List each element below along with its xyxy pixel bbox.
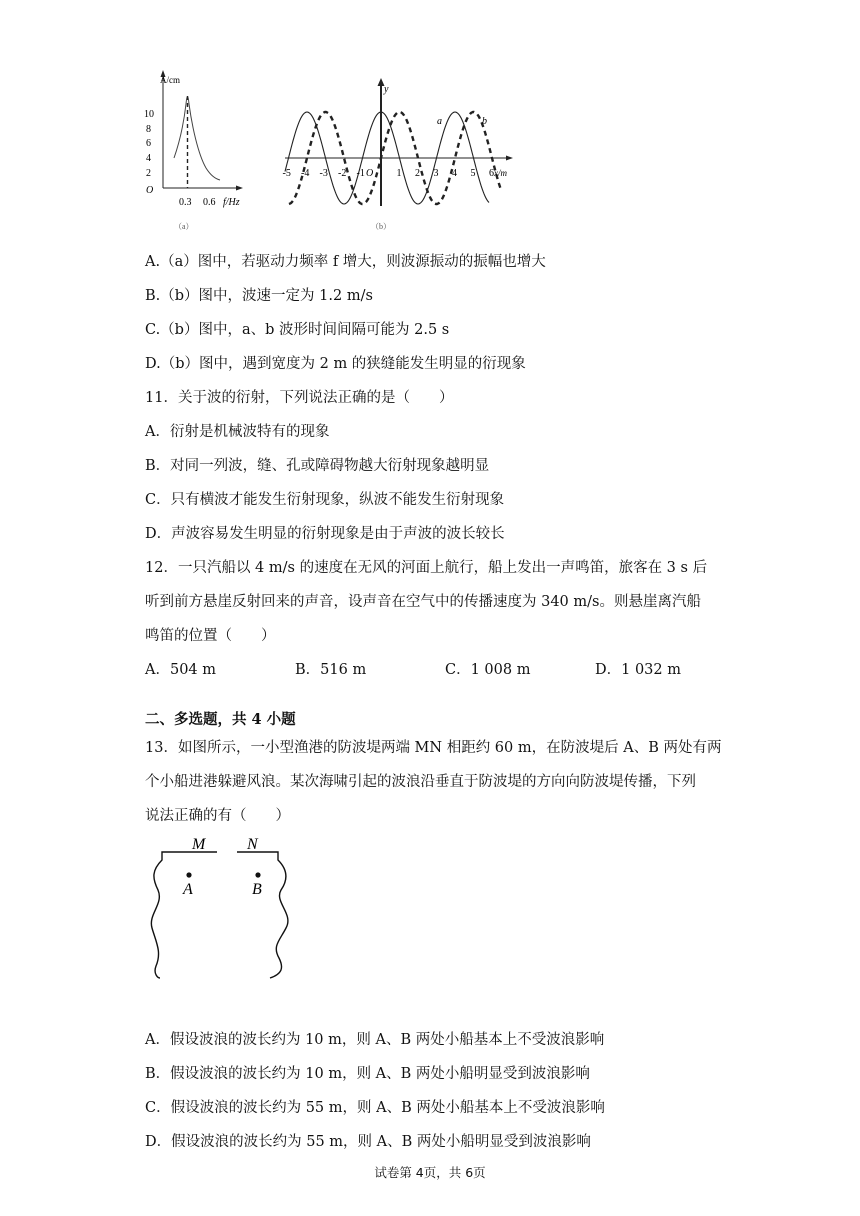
q12-stem-line-1: 12．一只汽船以 4 m/s 的速度在无风的河面上航行，船上发出一声鸣笛，旅客在 3 s 后 [145,560,708,576]
fig-a-caption: （a） [174,222,194,231]
q11-option-b: B．对同一列波，缝、孔或障碍物越大衍射现象越明显 [145,458,490,474]
fig-b-x-tick: 4 [452,168,457,179]
fig-b-caption: （b） [371,222,391,231]
fig-b-origin: O [366,168,374,179]
fig-b-x-label: x/m [494,168,507,178]
fig-b-x-tick: 3 [433,168,439,179]
figure-a-resonance-curve [140,66,260,236]
resonance-curve [174,97,220,181]
fig-b-x-tick: -3 [319,168,328,179]
fig-a-y-tick: 8 [146,124,151,135]
right-breakwater [237,852,288,978]
fig-b-x-tick: 6 [489,168,494,179]
wave-b-label: b [482,116,487,127]
q13-stem-line-1: 13．如图所示，一小型渔港的防波堤两端 MN 相距约 60 m，在防波堤后 A、B 两处有两 [145,740,722,756]
fig-a-y-tick: 10 [144,109,154,120]
q10-option-b: B.（b）图中，波速一定为 1.2 m/s [145,288,373,304]
q12-stem-line-3: 鸣笛的位置（ ） [145,628,276,644]
q13-option-a: A．假设波浪的波长约为 10 m，则 A、B 两处小船基本上不受波浪影响 [145,1032,605,1048]
fig-b-x-tick: 5 [470,168,476,179]
q11-option-c: C．只有横波才能发生衍射现象，纵波不能发生衍射现象 [145,492,505,508]
point-a-dot [186,872,191,877]
q12-option-c: C．1 008 m [445,662,531,678]
q11-stem: 11．关于波的衍射，下列说法正确的是（ ） [145,390,454,406]
fig-b-y-label: y [384,84,389,95]
label-a: A [183,881,193,898]
label-m: M [192,836,206,853]
fig-b-x-tick: 1 [396,168,402,179]
fig-a-origin: O [146,185,154,196]
q12-option-d: D．1 032 m [595,662,681,678]
harbor-breakwater-figure [140,832,310,984]
fig-a-x-unit: f/Hz [223,197,240,208]
q13-option-c: C．假设波浪的波长约为 55 m，则 A、B 两处小船基本上不受波浪影响 [145,1100,605,1116]
q11-option-a: A．衍射是机械波特有的现象 [145,424,330,440]
section-2-title: 二、多选题，共 4 小题 [145,711,296,728]
point-b-dot [255,872,260,877]
fig-b-x-tick: -1 [356,168,365,179]
label-n: N [247,836,258,853]
q10-option-d: D.（b）图中，遇到宽度为 2 m 的狭缝能发生明显的衍现象 [145,356,526,372]
label-b: B [252,881,262,898]
page-footer: 试卷第 4页，共 6页 [374,1165,486,1180]
q13-option-d: D．假设波浪的波长约为 55 m，则 A、B 两处小船明显受到波浪影响 [145,1134,591,1150]
q12-stem-line-2: 听到前方悬崖反射回来的声音，设声音在空气中的传播速度为 340 m/s。则悬崖离汽船 [145,594,701,610]
q10-option-c: C.（b）图中，a、b 波形时间间隔可能为 2.5 s [145,322,450,338]
fig-b-x-tick: -4 [301,168,310,179]
q13-stem-line-2: 个小船进港躲避风浪。某次海啸引起的波浪沿垂直于防波堤的方向向防波堤传播，下列 [145,774,696,790]
left-breakwater [151,852,217,978]
fig-a-y-tick: 6 [146,138,151,149]
q13-stem-line-3: 说法正确的有（ ） [145,808,290,824]
fig-a-x-tick: 0.6 [203,197,216,208]
q11-option-d: D．声波容易发生明显的衍射现象是由于声波的波长较长 [145,526,505,542]
q12-option-b: B．516 m [295,662,367,678]
fig-a-y-tick: 4 [146,153,151,164]
fig-a-y-unit: A/cm [160,75,180,85]
fig-a-y-tick: 2 [146,168,151,179]
fig-b-x-tick: -5 [282,168,291,179]
fig-b-x-tick: -2 [338,168,347,179]
figure-b-wave-graph [275,66,525,236]
q13-option-b: B．假设波浪的波长约为 10 m，则 A、B 两处小船明显受到波浪影响 [145,1066,590,1082]
q10-option-a: A.（a）图中，若驱动力频率 f 增大，则波源振动的振幅也增大 [145,254,546,270]
q12-option-a: A．504 m [145,662,217,678]
wave-a-label: a [437,116,442,127]
fig-b-x-tick: 2 [415,168,420,179]
fig-a-x-tick: 0.3 [179,197,192,208]
